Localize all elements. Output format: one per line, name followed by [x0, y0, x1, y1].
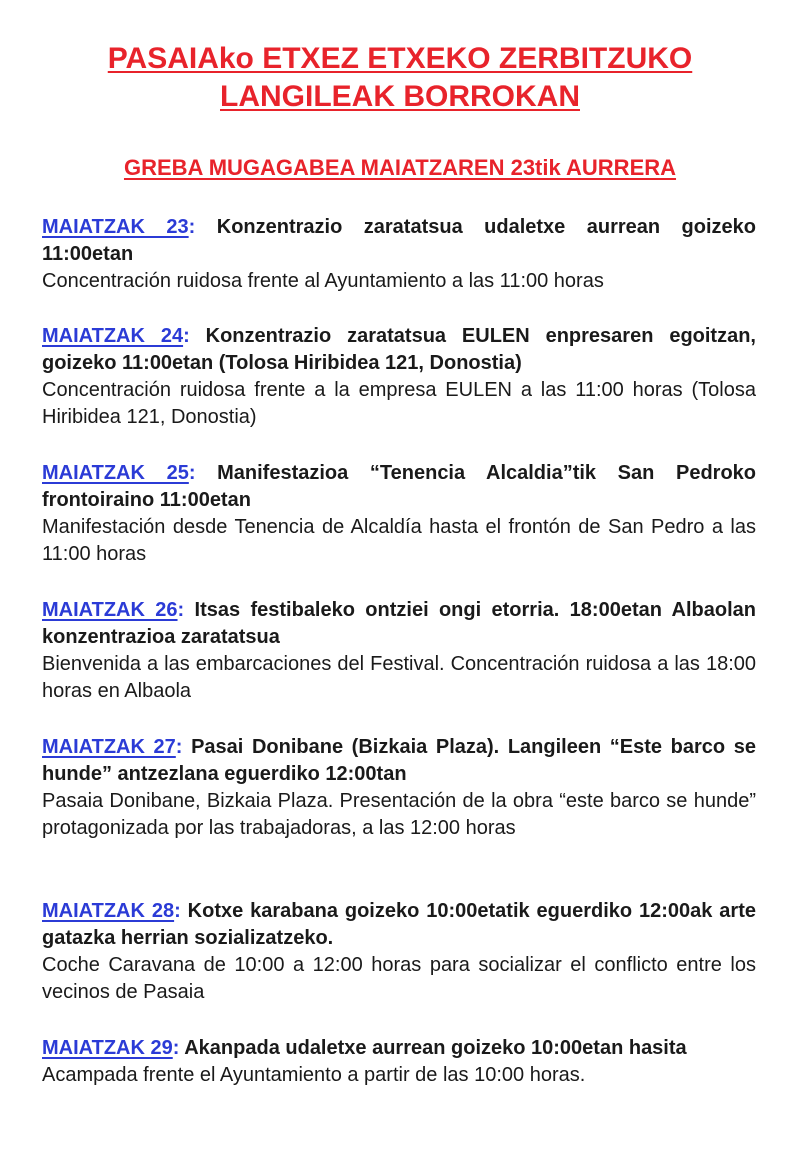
event-spanish-text: Pasaia Donibane, Bizkaia Plaza. Presentación de la obra “este barco se hunde” protagonizada por las trabajadoras, a las 12:00 horas: [42, 790, 756, 839]
subtitle-text: GREBA MUGAGABEA MAIATZAREN 23tik AURRERA: [123, 155, 677, 180]
event-entry-26: [42, 597, 756, 705]
event-heading: [42, 323, 756, 377]
event-date-link[interactable]: MAIATZAK 24: [42, 325, 184, 347]
event-basque-text: Akanpada udaletxe aurrean goizeko 10:00etan hasita: [179, 1037, 687, 1059]
event-entry-25: [42, 460, 756, 568]
event-heading: [42, 734, 756, 788]
event-colon: :: [174, 900, 181, 922]
event-entry-28: [42, 898, 756, 1006]
event-basque-text: Konzentrazio zaratatsua udaletxe aurrean goizeko 11:00etan: [42, 216, 756, 265]
event-colon: :: [188, 216, 196, 238]
event-entry-29: [42, 1035, 756, 1089]
event-basque-text: Itsas festibaleko ontziei ongi etorria. 18:00etan Albaolan konzentrazioa zaratatsua: [42, 599, 756, 648]
page-subtitle: [0, 154, 800, 182]
event-heading: [42, 214, 756, 268]
event-entry-23: [42, 214, 756, 295]
event-date-link[interactable]: MAIATZAK 23: [42, 216, 189, 238]
event-colon: :: [175, 736, 183, 758]
event-spanish-text: Concentración ruidosa frente al Ayuntamiento a las 11:00 horas: [42, 270, 604, 292]
event-spanish-text: Bienvenida a las embarcaciones del Festival. Concentración ruidosa a las 18:00 horas en Albaola: [42, 653, 756, 702]
event-basque-text: Pasai Donibane (Bizkaia Plaza). Langileen “Este barco se hunde” antzezlana eguerdiko 12:00tan: [42, 736, 756, 785]
event-basque-text: Manifestazioa “Tenencia Alcaldia”tik San Pedroko frontoiraino 11:00etan: [42, 462, 757, 511]
event-date-link[interactable]: MAIATZAK 26: [42, 599, 178, 621]
title-line-2: LANGILEAK BORROKAN: [220, 80, 580, 113]
page-title: [0, 40, 800, 116]
event-date-link[interactable]: MAIATZAK 28: [42, 900, 175, 922]
event-date-link[interactable]: MAIATZAK 29: [42, 1037, 173, 1059]
event-spanish-text: Concentración ruidosa frente a la empresa EULEN a las 11:00 horas (Tolosa Hiribidea 121, Donostia): [42, 379, 756, 428]
event-entry-27: [42, 734, 756, 842]
event-basque-text: Konzentrazio zaratatsua EULEN enpresaren egoitzan, goizeko 11:00etan (Tolosa Hiribidea 121, Donostia): [42, 325, 756, 374]
event-entry-24: [42, 323, 756, 431]
event-date-link[interactable]: MAIATZAK 25: [42, 462, 189, 484]
event-colon: :: [188, 462, 196, 484]
event-heading: [42, 898, 756, 952]
event-heading: [42, 1035, 756, 1062]
event-spanish-text: Coche Caravana de 10:00 a 12:00 horas para socializar el conflicto entre los vecinos de Pasaia: [42, 954, 756, 1003]
event-heading: [42, 597, 756, 651]
event-spanish-text: Acampada frente el Ayuntamiento a partir de las 10:00 horas.: [42, 1064, 586, 1086]
event-colon: :: [172, 1037, 180, 1059]
event-date-link[interactable]: MAIATZAK 27: [42, 736, 176, 758]
event-heading: [42, 460, 756, 514]
title-line-1: PASAIAko ETXEZ ETXEKO ZERBITZUKO: [107, 42, 693, 75]
event-colon: :: [177, 599, 185, 621]
event-colon: :: [183, 325, 190, 347]
event-spanish-text: Manifestación desde Tenencia de Alcaldía hasta el frontón de San Pedro a las 11:00 horas: [42, 516, 756, 565]
event-basque-text: Kotxe karabana goizeko 10:00etatik eguerdiko 12:00ak arte gatazka herrian sozializatzeko.: [42, 900, 756, 949]
